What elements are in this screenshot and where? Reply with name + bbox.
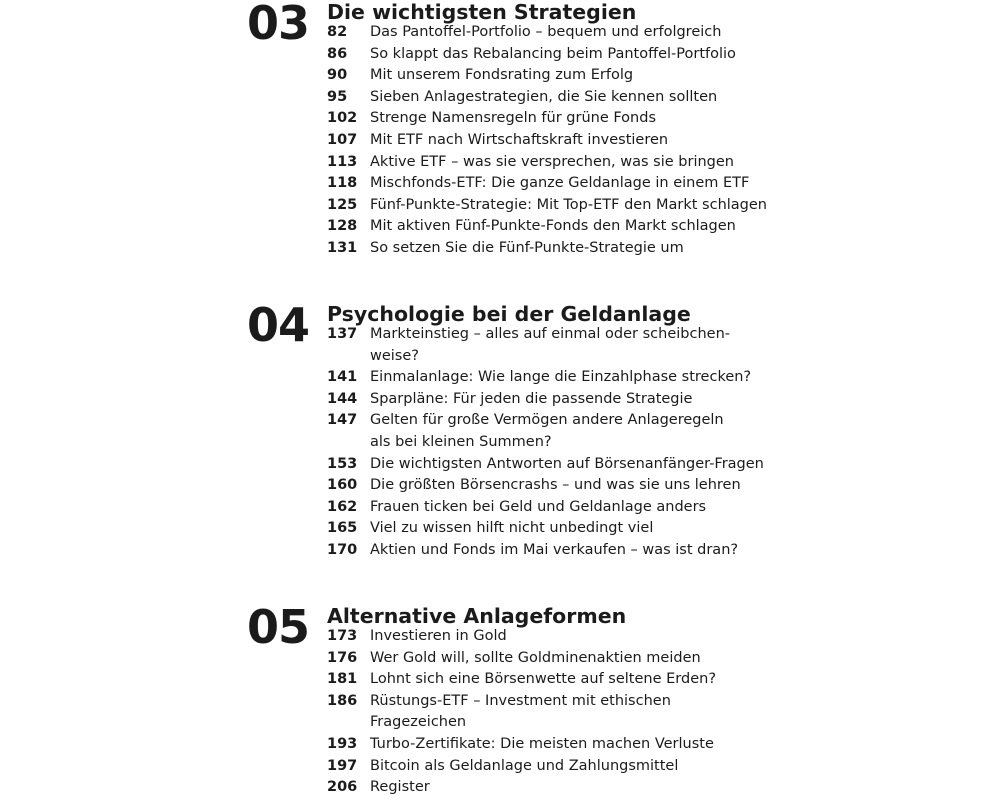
entry-page-number: 162 [327,498,358,515]
entry-title: Das Pantoffel-Portfolio – bequem und erfolgreich [370,24,722,40]
entry-title: Mischfonds-ETF: Die ganze Geldanlage in einem ETF [370,175,750,192]
entry-title: Mit aktiven Fünf-Punkte-Fonds den Markt schlagen [370,218,736,235]
chapter-entry-list [327,626,767,799]
chapter-entry-list [327,324,767,562]
entry-page-number: 128 [327,218,358,235]
toc-entry[interactable] [327,238,767,260]
toc-entry[interactable] [327,324,767,367]
entry-title: Mit unserem Fondsrating zum Erfolg [370,67,634,84]
toc-entry[interactable] [327,734,767,756]
toc-entry[interactable] [327,195,767,217]
entry-page-number: 147 [327,412,358,429]
toc-entry[interactable] [327,454,767,476]
toc-entry[interactable] [327,648,767,670]
chapter-number: 04 [247,298,310,352]
toc-entry[interactable] [327,108,767,130]
entry-title: Wer Gold will, sollte Goldminenaktien meiden [370,649,701,666]
entry-title: Mit ETF nach Wirtschaftskraft investieren [370,131,669,148]
entry-title: Die wichtigsten Antworten auf Börsenanfänger-Fragen [370,455,764,472]
entry-page-number: 153 [327,455,358,472]
toc-entry[interactable] [327,497,767,519]
entry-title: Turbo-Zertifikate: Die meisten machen Verluste [370,735,714,752]
toc-entry[interactable] [327,669,767,691]
entry-title: Einmalanlage: Wie lange die Einzahlphase strecken? [370,369,752,386]
entry-title: Investieren in Gold [370,628,507,644]
entry-title: Viel zu wissen hilft nicht unbedingt viel [370,520,654,537]
entry-page-number: 118 [327,175,358,192]
entry-page-number: 181 [327,671,358,688]
entry-title: Gelten für große Vermögen andere Anlageregeln als bei kleinen Summen? [370,412,724,450]
entry-title: So klappt das Rebalancing beim Pantoffel-Portfolio [370,45,736,62]
entry-page-number: 86 [327,45,348,62]
toc-entry[interactable] [327,22,767,44]
toc-entry[interactable] [327,410,767,453]
entry-page-number: 82 [327,24,348,40]
toc-entry[interactable] [327,130,767,152]
chapter-number: 03 [247,0,310,50]
entry-page-number: 176 [327,649,358,666]
entry-page-number: 186 [327,692,358,709]
chapter-title: Alternative Anlageformen [327,604,627,628]
toc-entry[interactable] [327,65,767,87]
entry-page-number: 173 [327,628,358,644]
entry-title: Frauen ticken bei Geld und Geldanlage anders [370,498,707,515]
entry-title: Aktive ETF – was sie versprechen, was sie bringen [370,153,734,170]
entry-title: Register [370,779,430,796]
toc-entry[interactable] [327,518,767,540]
entry-page-number: 95 [327,88,348,105]
entry-title: Sieben Anlagestrategien, die Sie kennen sollten [370,88,718,105]
entry-page-number: 107 [327,131,358,148]
entry-page-number: 137 [327,326,358,342]
entry-page-number: 170 [327,541,358,558]
toc-entry[interactable] [327,389,767,411]
entry-title: Aktien und Fonds im Mai verkaufen – was ist dran? [370,541,739,558]
toc-entry[interactable] [327,44,767,66]
toc-entry[interactable] [327,152,767,174]
entry-title: Rüstungs-ETF – Investment mit ethischen Fragezeichen [370,692,671,731]
toc-entry[interactable] [327,173,767,195]
entry-page-number: 141 [327,369,358,386]
entry-title: Markteinstieg – alles auf einmal oder scheibchen-weise? [370,326,730,364]
toc-entry[interactable] [327,216,767,238]
entry-page-number: 206 [327,779,358,796]
toc-entry[interactable] [327,87,767,109]
entry-title: Strenge Namensregeln für grüne Fonds [370,110,656,127]
entry-page-number: 144 [327,390,358,407]
toc-entry[interactable] [327,475,767,497]
toc-entry[interactable] [327,756,767,778]
chapter-title: Psychologie bei der Geldanlage [327,302,691,326]
chapter-entry-list [327,22,767,260]
entry-page-number: 90 [327,67,348,84]
entry-page-number: 197 [327,757,358,774]
entry-page-number: 131 [327,239,358,256]
entry-title: Bitcoin als Geldanlage und Zahlungsmittel [370,757,679,774]
entry-title: Lohnt sich eine Börsenwette auf seltene Erden? [370,671,717,688]
entry-page-number: 113 [327,153,358,170]
toc-entry[interactable] [327,367,767,389]
entry-page-number: 102 [327,110,358,127]
entry-title: Sparpläne: Für jeden die passende Strategie [370,390,693,407]
entry-title: Fünf-Punkte-Strategie: Mit Top-ETF den Markt schlagen [370,196,767,213]
toc-entry[interactable] [327,540,767,562]
chapter-title: Die wichtigsten Strategien [327,0,637,24]
chapter-number: 05 [247,600,310,654]
toc-entry[interactable] [327,777,767,799]
entry-page-number: 193 [327,735,358,752]
entry-page-number: 125 [327,196,358,213]
entry-page-number: 160 [327,477,358,494]
entry-title: Die größten Börsencrashs – und was sie uns lehren [370,477,741,494]
toc-entry[interactable] [327,626,767,648]
entry-title: So setzen Sie die Fünf-Punkte-Strategie um [370,239,684,256]
entry-page-number: 165 [327,520,358,537]
toc-entry[interactable] [327,691,767,734]
